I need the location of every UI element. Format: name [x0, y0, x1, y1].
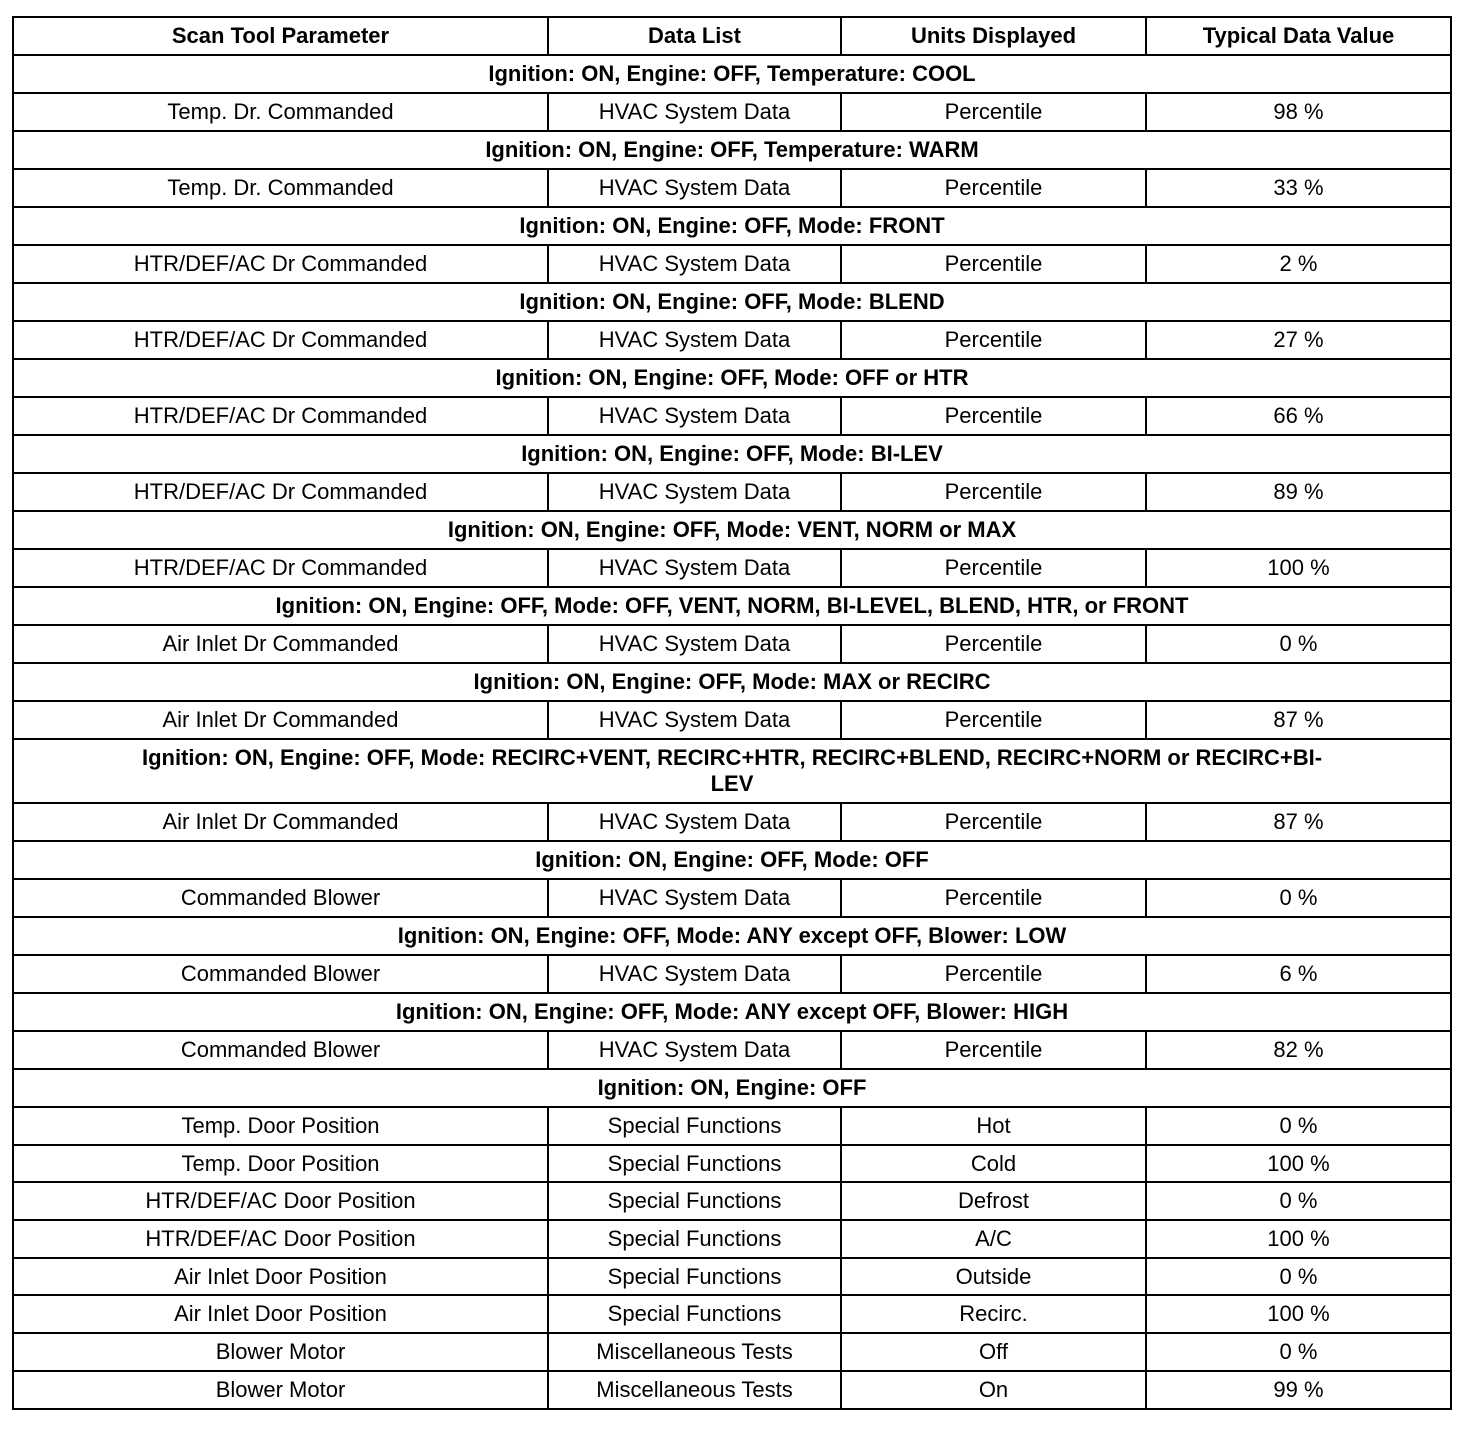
value-cell: 82 % — [1146, 1031, 1451, 1069]
data-list-cell: HVAC System Data — [548, 701, 841, 739]
data-list-cell: Special Functions — [548, 1145, 841, 1183]
table-row — [13, 1107, 1451, 1145]
condition-text: Ignition: ON, Engine: OFF, Mode: ANY except OFF, Blower: HIGH — [13, 993, 1451, 1031]
value-cell: 0 % — [1146, 1107, 1451, 1145]
condition-row — [13, 739, 1451, 803]
data-list-cell: Special Functions — [548, 1258, 841, 1296]
condition-row — [13, 359, 1451, 397]
parameter-cell: Commanded Blower — [13, 955, 548, 993]
header-row — [13, 17, 1451, 55]
units-cell: Percentile — [841, 321, 1146, 359]
condition-text: Ignition: ON, Engine: OFF, Temperature: WARM — [13, 131, 1451, 169]
data-list-cell: Special Functions — [548, 1182, 841, 1220]
parameter-cell: Blower Motor — [13, 1371, 548, 1409]
data-list-cell: HVAC System Data — [548, 93, 841, 131]
table-body — [13, 55, 1451, 1409]
data-list-cell: Miscellaneous Tests — [548, 1371, 841, 1409]
parameter-cell: Air Inlet Dr Commanded — [13, 625, 548, 663]
condition-text: Ignition: ON, Engine: OFF, Mode: BLEND — [13, 283, 1451, 321]
units-cell: Percentile — [841, 1031, 1146, 1069]
condition-row — [13, 917, 1451, 955]
units-cell: Defrost — [841, 1182, 1146, 1220]
value-cell: 100 % — [1146, 1220, 1451, 1258]
units-cell: A/C — [841, 1220, 1146, 1258]
units-cell: Percentile — [841, 549, 1146, 587]
table-row — [13, 1145, 1451, 1183]
table-row — [13, 549, 1451, 587]
condition-row — [13, 435, 1451, 473]
value-cell: 87 % — [1146, 803, 1451, 841]
condition-row — [13, 131, 1451, 169]
units-cell: Outside — [841, 1258, 1146, 1296]
parameter-cell: Temp. Door Position — [13, 1145, 548, 1183]
parameter-cell: Commanded Blower — [13, 879, 548, 917]
table-row — [13, 701, 1451, 739]
table-row — [13, 625, 1451, 663]
condition-text: Ignition: ON, Engine: OFF, Mode: ANY except OFF, Blower: LOW — [13, 917, 1451, 955]
value-cell: 100 % — [1146, 1295, 1451, 1333]
value-cell: 99 % — [1146, 1371, 1451, 1409]
condition-row — [13, 841, 1451, 879]
value-cell: 0 % — [1146, 1333, 1451, 1371]
units-cell: Recirc. — [841, 1295, 1146, 1333]
units-cell: Percentile — [841, 955, 1146, 993]
condition-text: Ignition: ON, Engine: OFF, Mode: OFF — [13, 841, 1451, 879]
table-row — [13, 1295, 1451, 1333]
condition-row — [13, 55, 1451, 93]
value-cell: 0 % — [1146, 879, 1451, 917]
value-cell: 87 % — [1146, 701, 1451, 739]
table-row — [13, 473, 1451, 511]
data-list-cell: HVAC System Data — [548, 397, 841, 435]
units-cell: Off — [841, 1333, 1146, 1371]
table-row — [13, 169, 1451, 207]
parameter-cell: Temp. Dr. Commanded — [13, 93, 548, 131]
value-cell: 98 % — [1146, 93, 1451, 131]
condition-row — [13, 587, 1451, 625]
condition-text: Ignition: ON, Engine: OFF — [13, 1069, 1451, 1107]
data-list-cell: Special Functions — [548, 1220, 841, 1258]
data-list-cell: HVAC System Data — [548, 549, 841, 587]
condition-text: Ignition: ON, Engine: OFF, Mode: OFF or HTR — [13, 359, 1451, 397]
data-list-cell: HVAC System Data — [548, 879, 841, 917]
units-cell: Percentile — [841, 245, 1146, 283]
value-cell: 100 % — [1146, 549, 1451, 587]
parameter-cell: Temp. Door Position — [13, 1107, 548, 1145]
condition-text: Ignition: ON, Engine: OFF, Mode: FRONT — [13, 207, 1451, 245]
table-row — [13, 1031, 1451, 1069]
units-cell: Percentile — [841, 701, 1146, 739]
parameter-cell: Air Inlet Door Position — [13, 1295, 548, 1333]
parameter-cell: HTR/DEF/AC Dr Commanded — [13, 397, 548, 435]
parameter-cell: HTR/DEF/AC Dr Commanded — [13, 245, 548, 283]
data-list-cell: HVAC System Data — [548, 625, 841, 663]
units-cell: Percentile — [841, 169, 1146, 207]
value-cell: 66 % — [1146, 397, 1451, 435]
parameter-cell: HTR/DEF/AC Dr Commanded — [13, 321, 548, 359]
parameter-cell: Temp. Dr. Commanded — [13, 169, 548, 207]
table-row — [13, 245, 1451, 283]
condition-row — [13, 511, 1451, 549]
units-cell: Percentile — [841, 879, 1146, 917]
header-typical-data-value: Typical Data Value — [1146, 17, 1451, 55]
parameter-cell: Air Inlet Dr Commanded — [13, 701, 548, 739]
value-cell: 33 % — [1146, 169, 1451, 207]
table-row — [13, 803, 1451, 841]
value-cell: 27 % — [1146, 321, 1451, 359]
parameter-cell: HTR/DEF/AC Door Position — [13, 1220, 548, 1258]
table-row — [13, 1182, 1451, 1220]
table-row — [13, 879, 1451, 917]
header-units-displayed: Units Displayed — [841, 17, 1146, 55]
value-cell: 0 % — [1146, 625, 1451, 663]
parameter-cell: Air Inlet Dr Commanded — [13, 803, 548, 841]
scan-tool-data-table — [12, 16, 1452, 1410]
table-row — [13, 1333, 1451, 1371]
condition-row — [13, 993, 1451, 1031]
table-row — [13, 1371, 1451, 1409]
table-row — [13, 397, 1451, 435]
units-cell: Percentile — [841, 625, 1146, 663]
units-cell: Percentile — [841, 803, 1146, 841]
header-scan-tool-parameter: Scan Tool Parameter — [13, 17, 548, 55]
data-list-cell: Special Functions — [548, 1295, 841, 1333]
data-list-cell: HVAC System Data — [548, 169, 841, 207]
parameter-cell: Blower Motor — [13, 1333, 548, 1371]
data-list-cell: Miscellaneous Tests — [548, 1333, 841, 1371]
parameter-cell: Air Inlet Door Position — [13, 1258, 548, 1296]
table-row — [13, 1258, 1451, 1296]
condition-text: Ignition: ON, Engine: OFF, Mode: OFF, VENT, NORM, BI-LEVEL, BLEND, HTR, or FRONT — [13, 587, 1451, 625]
header-data-list: Data List — [548, 17, 841, 55]
units-cell: On — [841, 1371, 1146, 1409]
units-cell: Percentile — [841, 473, 1146, 511]
condition-row — [13, 207, 1451, 245]
table-row — [13, 93, 1451, 131]
condition-text: Ignition: ON, Engine: OFF, Mode: BI-LEV — [13, 435, 1451, 473]
table-row — [13, 1220, 1451, 1258]
data-list-cell: HVAC System Data — [548, 473, 841, 511]
parameter-cell: HTR/DEF/AC Door Position — [13, 1182, 548, 1220]
data-list-cell: HVAC System Data — [548, 245, 841, 283]
data-list-cell: HVAC System Data — [548, 955, 841, 993]
table-row — [13, 955, 1451, 993]
condition-text: Ignition: ON, Engine: OFF, Mode: RECIRC+VENT, RECIRC+HTR, RECIRC+BLEND, RECIRC+NORM or RECIRC+BI-LEV — [13, 739, 1451, 803]
condition-row — [13, 663, 1451, 701]
parameter-cell: Commanded Blower — [13, 1031, 548, 1069]
value-cell: 6 % — [1146, 955, 1451, 993]
value-cell: 100 % — [1146, 1145, 1451, 1183]
condition-row — [13, 283, 1451, 321]
condition-text: Ignition: ON, Engine: OFF, Mode: MAX or RECIRC — [13, 663, 1451, 701]
parameter-cell: HTR/DEF/AC Dr Commanded — [13, 549, 548, 587]
units-cell: Cold — [841, 1145, 1146, 1183]
units-cell: Percentile — [841, 93, 1146, 131]
units-cell: Hot — [841, 1107, 1146, 1145]
data-list-cell: Special Functions — [548, 1107, 841, 1145]
units-cell: Percentile — [841, 397, 1146, 435]
table-row — [13, 321, 1451, 359]
data-list-cell: HVAC System Data — [548, 321, 841, 359]
value-cell: 2 % — [1146, 245, 1451, 283]
value-cell: 0 % — [1146, 1258, 1451, 1296]
table-header — [13, 17, 1451, 55]
condition-text: Ignition: ON, Engine: OFF, Mode: VENT, NORM or MAX — [13, 511, 1451, 549]
parameter-cell: HTR/DEF/AC Dr Commanded — [13, 473, 548, 511]
data-list-cell: HVAC System Data — [548, 803, 841, 841]
value-cell: 89 % — [1146, 473, 1451, 511]
condition-text: Ignition: ON, Engine: OFF, Temperature: COOL — [13, 55, 1451, 93]
condition-row — [13, 1069, 1451, 1107]
data-list-cell: HVAC System Data — [548, 1031, 841, 1069]
value-cell: 0 % — [1146, 1182, 1451, 1220]
